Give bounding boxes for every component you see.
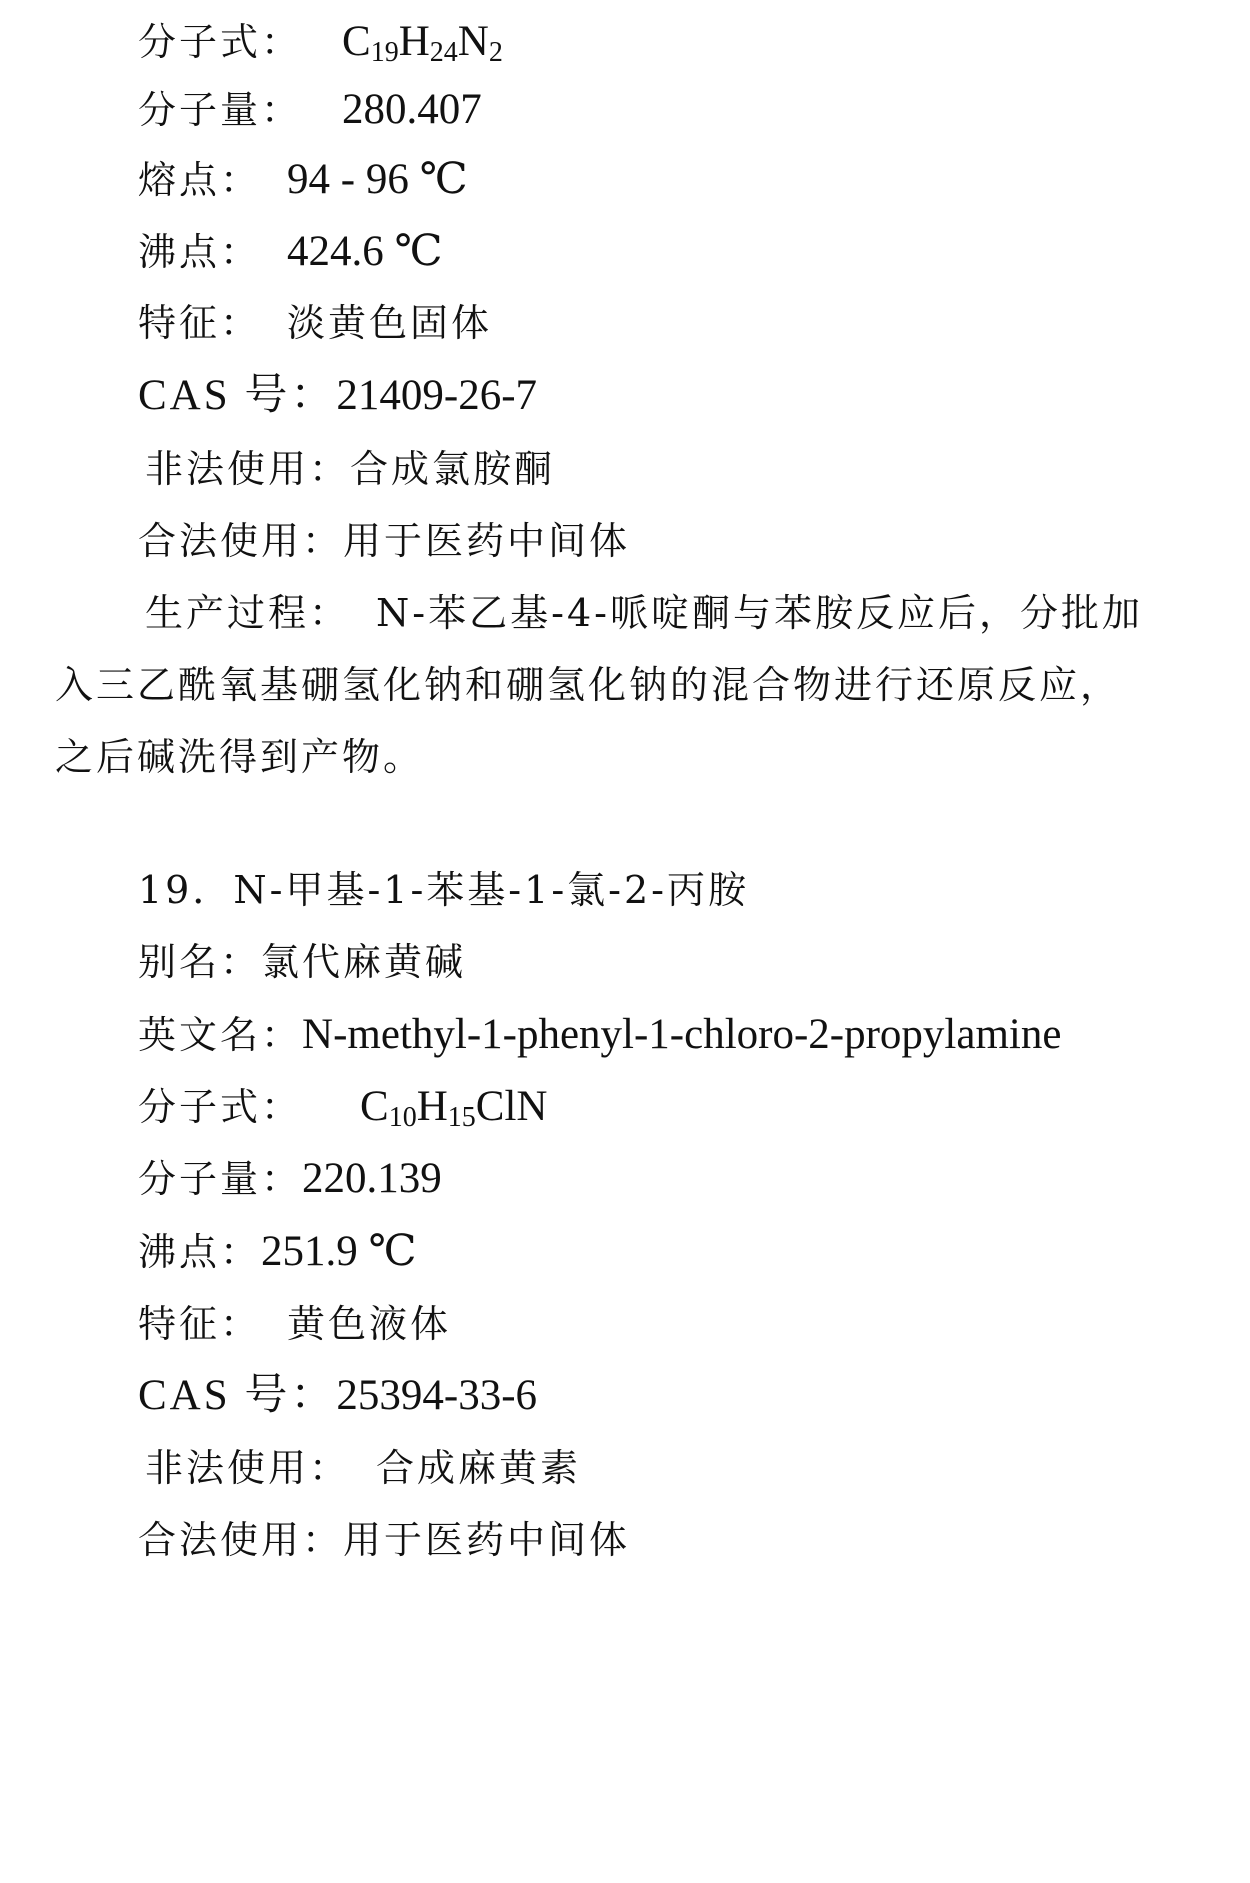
molecular-weight-value: 220.139 [302,1155,442,1202]
molecular-formula-row [138,1083,547,1131]
production-process-label: 生产过程： [145,591,351,635]
alias-row [138,938,466,986]
production-process-text-line1: N-苯乙基-4-哌啶酮与苯胺反应后，分批加 [376,591,1143,635]
molecular-formula-label: 分子式： [138,20,303,64]
feature-label: 特征： [138,301,262,345]
illegal-use-row [145,1444,581,1492]
boiling-point-value: 424.6 ℃ [287,228,443,275]
production-process-text-line3: 之后碱洗得到产物。 [55,735,425,779]
molecular-formula-label: 分子式： [138,1085,303,1129]
entry-title: 19．N-甲基-1-苯基-1-氯-2-丙胺 [138,868,750,912]
alias-value: 氯代麻黄碱 [261,940,467,984]
molecular-formula-value: $C_{10}H_{15}ClN$ [360,1083,548,1133]
boiling-point-label: 沸点： [138,1230,262,1274]
production-process-row [145,589,1143,637]
illegal-use-value: 合成氯胺酮 [350,447,556,491]
molecular-formula-row [138,18,503,66]
illegal-use-value: 合成麻黄素 [376,1446,582,1490]
cas-label: CAS 号： [138,1372,337,1419]
boiling-point-row [138,228,443,276]
boiling-point-value: 251.9 ℃ [261,1228,417,1275]
legal-use-row [138,1516,630,1564]
feature-value: 黄色液体 [287,1302,452,1346]
legal-use-value: 用于医药中间体 [343,519,631,563]
feature-row [138,299,492,347]
production-process-text-line2: 入三乙酰氧基硼氢化钠和硼氢化钠的混合物进行还原反应， [55,663,1122,707]
legal-use-value: 用于医药中间体 [343,1518,631,1562]
illegal-use-label: 非法使用： [145,1446,351,1490]
cas-value: 25394-33-6 [336,1372,538,1419]
legal-use-label: 合法使用： [138,519,344,563]
boiling-point-label: 沸点： [138,230,262,274]
molecular-weight-row [138,1155,442,1203]
boiling-point-row [138,1228,417,1276]
english-name-label: 英文名： [138,1013,303,1057]
molecular-weight-row [138,86,482,134]
cas-row [138,372,537,420]
english-name-value: N-methyl-1-phenyl-1-chloro-2-propylamine [302,1011,1062,1058]
cas-value: 21409-26-7 [336,372,538,419]
legal-use-row [138,517,630,565]
molecular-weight-value: 280.407 [342,86,482,133]
melting-point-label: 熔点： [138,158,262,202]
feature-label: 特征： [138,1302,262,1346]
molecular-formula-value: $C_{19}H_{24}N_2$ [342,18,503,68]
molecular-weight-label: 分子量： [138,88,303,132]
english-name-row [138,1011,1061,1059]
cas-label: CAS 号： [138,372,337,419]
melting-point-value: 94 - 96 ℃ [287,156,468,203]
cas-row [138,1372,537,1420]
alias-label: 别名： [138,940,262,984]
legal-use-label: 合法使用： [138,1518,344,1562]
feature-row [138,1300,451,1348]
melting-point-row [138,156,468,204]
molecular-weight-label: 分子量： [138,1157,303,1201]
feature-value: 淡黄色固体 [287,301,493,345]
illegal-use-label: 非法使用： [145,447,351,491]
illegal-use-row [145,445,555,493]
